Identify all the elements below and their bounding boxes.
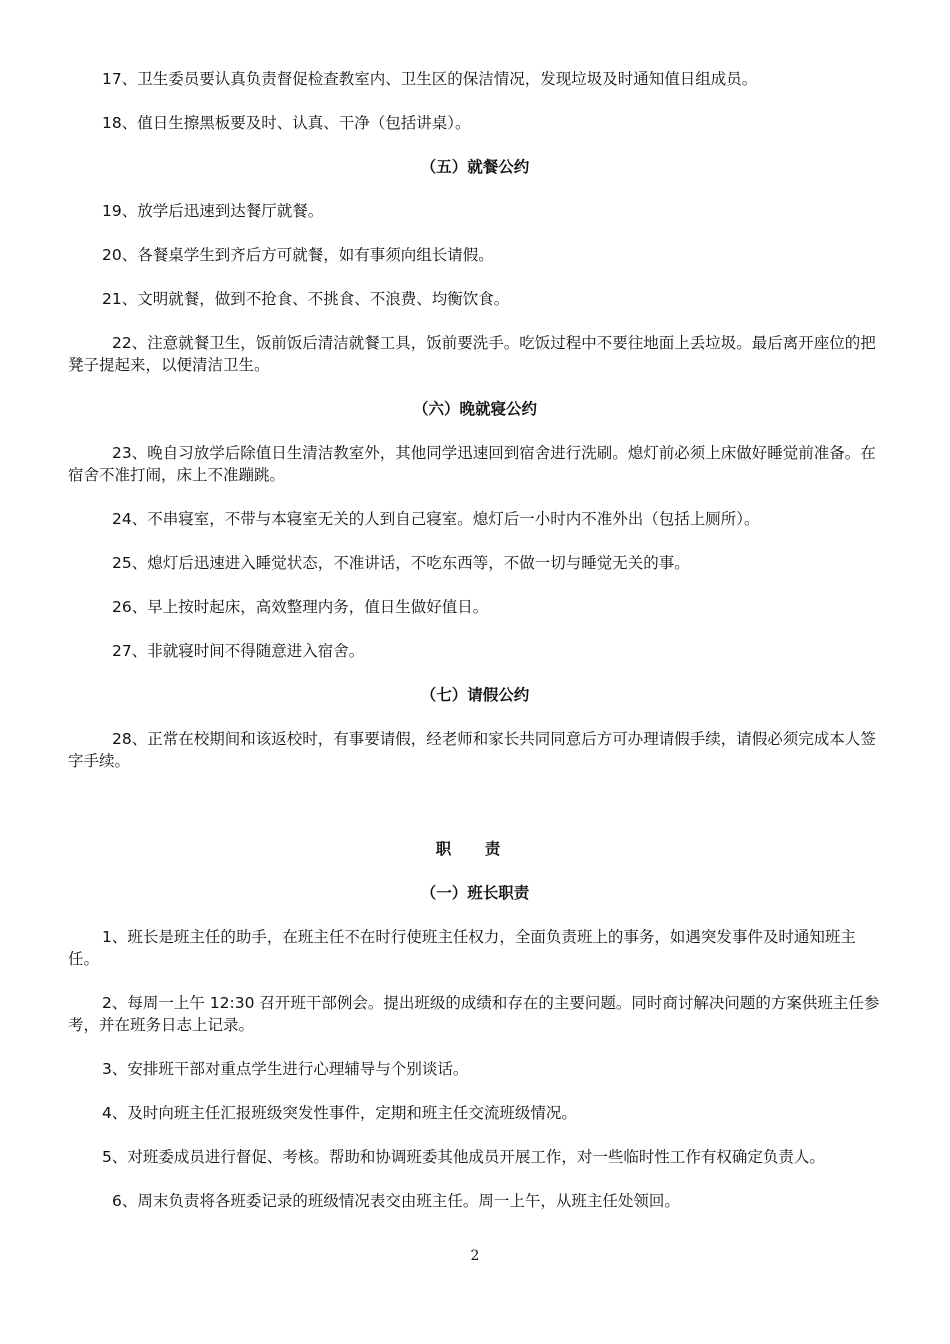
duty-item-4: 4、及时向班主任汇报班级突发性事件，定期和班主任交流班级情况。 xyxy=(102,1104,577,1122)
section-heading-bedtime: （六）晚就寝公约 xyxy=(412,400,537,418)
rule-item-17: 17、卫生委员要认真负责督促检查教室内、卫生区的保洁情况，发现垃圾及时通知值日组成员。 xyxy=(102,70,758,88)
duty-item-1: 1、班长是班主任的助手，在班主任不在时行使班主任权力，全面负责班上的事务，如遇突发事件及时通知班主任。 xyxy=(68,928,856,968)
section-heading-monitor-duties: （一）班长职责 xyxy=(420,884,530,902)
rule-item-24: 24、不串寝室，不带与本寝室无关的人到自己寝室。熄灯后一小时内不准外出（包括上厕所）。 xyxy=(112,510,760,528)
section-heading-leave: （七）请假公约 xyxy=(420,686,530,704)
duty-item-5: 5、对班委成员进行督促、考核。帮助和协调班委其他成员开展工作，对一些临时性工作有权确定负责人。 xyxy=(102,1148,825,1166)
rule-item-23: 23、晚自习放学后除值日生清洁教室外，其他同学迅速回到宿舍进行洗刷。熄灯前必须上床做好睡觉前准备。在宿舍不准打闹，床上不准蹦跳。 xyxy=(68,444,876,484)
rule-item-18: 18、值日生擦黑板要及时、认真、干净（包括讲桌）。 xyxy=(102,114,471,132)
duty-item-2: 2、每周一上午 12:30 召开班干部例会。提出班级的成绩和存在的主要问题。同时商讨解决问题的方案供班主任参考，并在班务日志上记录。 xyxy=(68,994,880,1034)
rule-item-21: 21、文明就餐，做到不抢食、不挑食、不浪费、均衡饮食。 xyxy=(102,290,510,308)
rule-item-19: 19、放学后迅速到达餐厅就餐。 xyxy=(102,202,324,220)
rule-item-20: 20、各餐桌学生到齐后方可就餐，如有事须向组长请假。 xyxy=(102,246,494,264)
rule-item-25: 25、熄灯后迅速进入睡觉状态，不准讲话，不吃东西等，不做一切与睡觉无关的事。 xyxy=(112,554,690,572)
rule-item-27: 27、非就寝时间不得随意进入宿舍。 xyxy=(112,642,365,660)
rule-item-26: 26、早上按时起床，高效整理内务，值日生做好值日。 xyxy=(112,598,489,616)
duty-item-3: 3、安排班干部对重点学生进行心理辅导与个别谈话。 xyxy=(102,1060,469,1078)
duty-item-6: 6、周末负责将各班委记录的班级情况表交由班主任。周一上午，从班主任处领回。 xyxy=(112,1192,680,1210)
duties-title: 职 责 xyxy=(435,840,515,858)
rule-item-22: 22、注意就餐卫生，饭前饭后清洁就餐工具，饭前要洗手。吃饭过程中不要往地面上丢垃圾。最后离开座位的把凳子提起来，以便清洁卫生。 xyxy=(68,334,876,374)
page-number: 2 xyxy=(470,1248,480,1264)
rule-item-28: 28、正常在校期间和该返校时，有事要请假，经老师和家长共同同意后方可办理请假手续，请假必须完成本人签字手续。 xyxy=(68,730,876,770)
section-heading-dining: （五）就餐公约 xyxy=(420,158,530,176)
